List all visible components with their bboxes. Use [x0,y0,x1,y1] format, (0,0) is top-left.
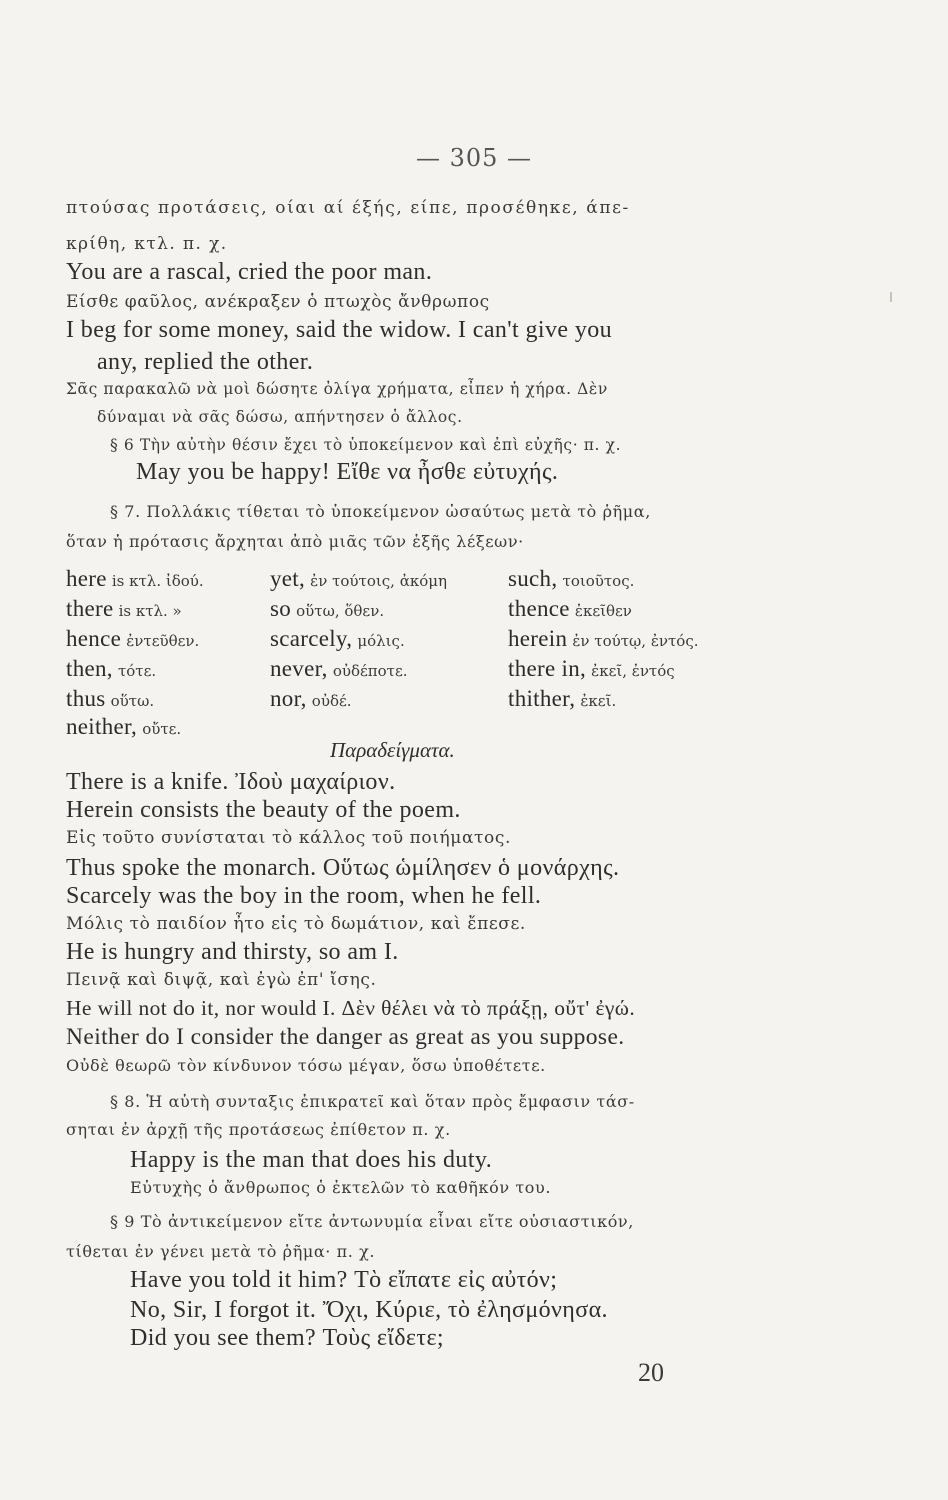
word-entry: then, τότε. [66,656,157,681]
example-line: Herein consists the beauty of the poem. [66,797,461,823]
word-entry: yet, ἐν τούτοις, ἀκόμη [270,566,447,591]
example-line: Εἰς τοῦτο συνίσταται τὸ κάλλος τοῦ ποιήματος. [66,828,511,848]
example-line: Thus spoke the monarch. Οὕτως ὡμίλησεν ὁ μονάρχης. [66,855,620,881]
signature-number: 20 [638,1358,664,1387]
example-line: Did you see them? Τοὺς εἴδετε; [130,1325,444,1351]
word-entry: thus οὕτω. [66,686,155,711]
example-line: τίθεται ἐν γένει μετὰ τὸ ῥῆμα· π. χ. [66,1242,376,1261]
word-entry: neither, οὔτε. [66,714,182,739]
example-line: Οὐδὲ θεωρῶ τὸν κίνδυνον τόσω μέγαν, ὅσω ὑποθέτετε. [66,1056,546,1075]
text-line: any, replied the other. [97,349,314,375]
word-entry: such, τοιοῦτος. [508,566,635,591]
text-line: πτούσας προτάσεις, οίαι αί έξής, είπε, προσέθηκε, άπε- [66,198,630,218]
example-line: Have you told it him? Τὸ εἴπατε εἰς αὐτόν; [130,1267,558,1293]
word-entry: hence ἐντεῦθεν. [66,626,200,651]
example-line: There is a knife. Ἰδοὺ μαχαίριον. [66,769,396,795]
example-line: He is hungry and thirsty, so am I. [66,939,399,965]
example-line: He will not do it, nor would I. Δὲν θέλει νὰ τὸ πράξῃ, οὔτ' ἐγώ. [66,996,636,1020]
word-entry: never, οὐδέποτε. [270,656,408,681]
text-line: § 7. Πολλάκις τίθεται τὸ ὑποκείμενον ὡσαύτως μετὰ τὸ ῥῆμα, [110,502,651,521]
word-entry: there in, ἐκεῖ, ἐντός [508,656,675,681]
example-line: Neither do I consider the danger as great as you suppose. [66,1024,625,1050]
text-line: You are a rascal, cried the poor man. [66,259,433,285]
paper-mark [890,292,892,302]
word-entry: thither, ἐκεῖ. [508,686,617,711]
text-line: May you be happy! Εἴθε να ἦσθε εὐτυχής. [136,459,559,485]
example-line: σηται ἐν ἀρχῇ τῆς προτάσεως ἐπίθετον π. χ. [66,1120,451,1139]
word-entry: there is κτλ. » [66,596,182,621]
word-entry: thence ἐκεῖθεν [508,596,632,621]
example-line: No, Sir, I forgot it. Ὄχι, Κύριε, τὸ ἐλησμόνησα. [130,1297,608,1323]
example-line: Μόλις τὸ παιδίον ἦτο εἰς τὸ δωμάτιον, καὶ ἔπεσε. [66,914,526,934]
word-entry: scarcely, μόλις. [270,626,405,651]
example-line: Happy is the man that does his duty. [130,1147,493,1173]
word-entry: so οὕτω, ὅθεν. [270,596,385,621]
text-line: I beg for some money, said the widow. I can't give you [66,317,613,343]
text-line: § 6 Τὴν αὐτὴν θέσιν ἔχει τὸ ὑποκείμενον καὶ ἐπὶ εὐχῆς· π. χ. [110,436,622,454]
text-line: Είσθε φαῦλος, ανέκραξεν ὁ πτωχὸς ἄνθρωπος [66,292,490,312]
word-entry: here is κτλ. ἰδού. [66,566,204,591]
example-line: Εὐτυχὴς ὁ ἄνθρωπος ὁ ἐκτελῶν τὸ καθῆκόν του. [130,1178,552,1197]
text-line: κρίθη, κτλ. π. χ. [66,234,228,254]
example-line: Πεινᾷ καὶ διψᾷ, καὶ ἐγὼ ἐπ' ἴσης. [66,970,377,990]
examples-heading: Παραδείγματα. [330,738,455,762]
text-line: Σᾶς παρακαλῶ νὰ μοὶ δώσητε ὀλίγα χρήματα, εἶπεν ἡ χήρα. Δὲν [66,380,608,398]
word-entry: herein ἐν τούτῳ, ἐντός. [508,626,699,651]
text-line: ὅταν ἡ πρότασις ἄρχηται ἀπὸ μιᾶς τῶν ἑξῆς λέξεων· [66,532,524,551]
word-entry: nor, οὐδέ. [270,686,352,711]
text-line: δύναμαι νὰ σᾶς δώσω, απήντησεν ὁ ἄλλος. [97,408,463,426]
example-line: Scarcely was the boy in the room, when he fell. [66,883,542,909]
page-number: — 305 — [415,144,533,172]
example-line: § 9 Τὸ ἀντικείμενον εἴτε ἀντωνυμία εἶναι εἴτε οὐσιαστικόν, [110,1212,634,1231]
example-line: § 8. Ἡ αὐτὴ συνταξις ἐπικρατεῖ καὶ ὅταν πρὸς ἔμφασιν τάσ- [110,1092,635,1111]
